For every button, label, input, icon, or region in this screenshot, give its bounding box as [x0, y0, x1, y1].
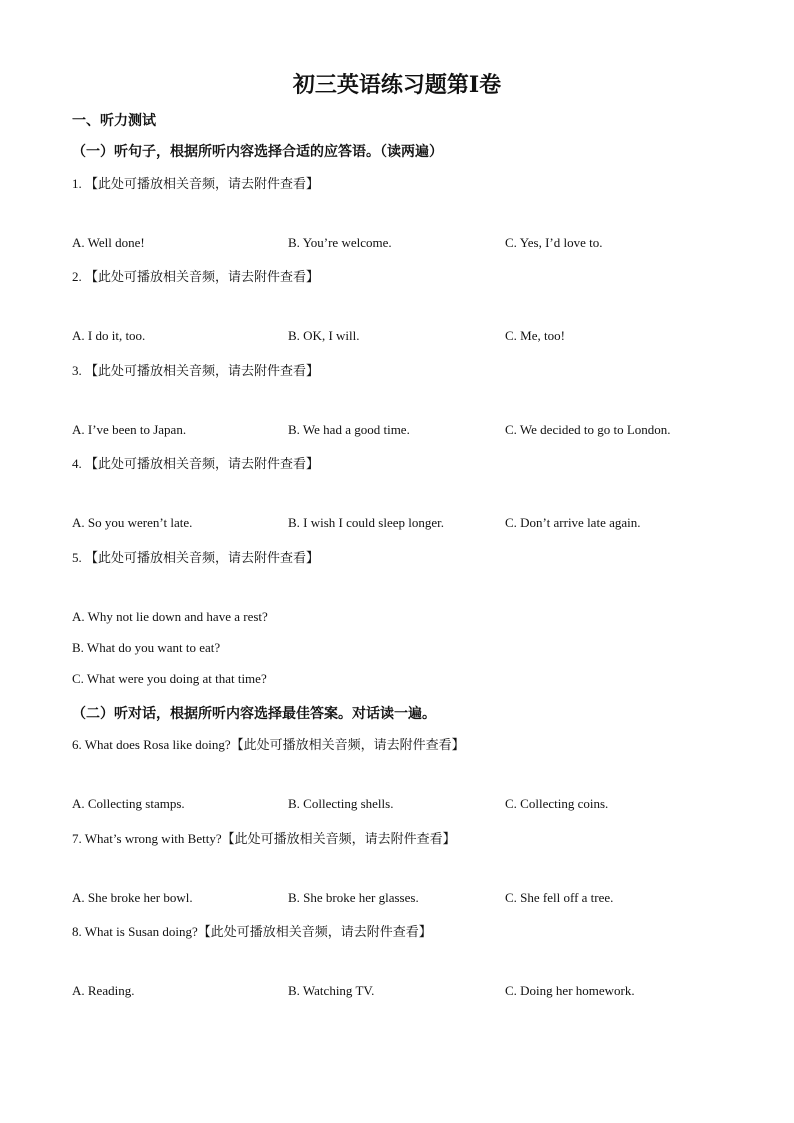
question-prompt: 2. 【此处可播放相关音频，请去附件查看】 — [72, 269, 320, 284]
question-prompt: 5. 【此处可播放相关音频，请去附件查看】 — [72, 550, 320, 565]
section-heading: 一、听力测试 — [72, 114, 156, 129]
option-b: B. I wish I could sleep longer. — [288, 515, 444, 530]
option-a: A. I’ve been to Japan. — [72, 422, 187, 437]
option-c: C. She fell off a tree. — [505, 890, 614, 905]
question-prompt: 6. What does Rosa like doing?【此处可播放相关音频，请去附件查看】 — [72, 737, 465, 752]
option-a: A. Reading. — [72, 983, 135, 998]
option-b: B. Collecting shells. — [288, 796, 394, 811]
option-b: B. Watching TV. — [288, 983, 375, 998]
option-c: C. Me, too! — [505, 328, 565, 343]
question-prompt: 4. 【此处可播放相关音频，请去附件查看】 — [72, 456, 320, 471]
option-c: C. Collecting coins. — [505, 796, 609, 811]
option-c: C. Yes, I’d love to. — [505, 235, 603, 250]
question-prompt: 1. 【此处可播放相关音频，请去附件查看】 — [72, 176, 320, 191]
page-title: 初三英语练习题第Ⅰ卷 — [292, 72, 502, 97]
option-c: C. We decided to go to London. — [505, 422, 671, 437]
question-prompt: 8. What is Susan doing?【此处可播放相关音频，请去附件查看】 — [72, 924, 432, 939]
question-prompt: 3. 【此处可播放相关音频，请去附件查看】 — [72, 363, 320, 378]
part-heading-1: （一）听句子，根据所听内容选择合适的应答语。（读两遍） — [72, 145, 443, 160]
option-a: A. I do it, too. — [72, 328, 146, 343]
option-b: B. What do you want to eat? — [72, 640, 221, 655]
option-a: A. Collecting stamps. — [72, 796, 185, 811]
option-a: A. Well done! — [72, 235, 145, 250]
option-b: B. She broke her glasses. — [288, 890, 419, 905]
question-prompt: 7. What’s wrong with Betty?【此处可播放相关音频，请去附件查看】 — [72, 831, 456, 846]
option-c: C. What were you doing at that time? — [72, 671, 267, 686]
option-a: A. She broke her bowl. — [72, 890, 193, 905]
option-c: C. Doing her homework. — [505, 983, 635, 998]
option-a: A. Why not lie down and have a rest? — [72, 609, 268, 624]
option-c: C. Don’t arrive late again. — [505, 515, 641, 530]
option-a: A. So you weren’t late. — [72, 515, 193, 530]
option-b: B. We had a good time. — [288, 422, 410, 437]
option-b: B. You’re welcome. — [288, 235, 392, 250]
part-heading-2: （二）听对话，根据所听内容选择最佳答案。对话读一遍。 — [72, 707, 436, 722]
option-b: B. OK, I will. — [288, 328, 360, 343]
